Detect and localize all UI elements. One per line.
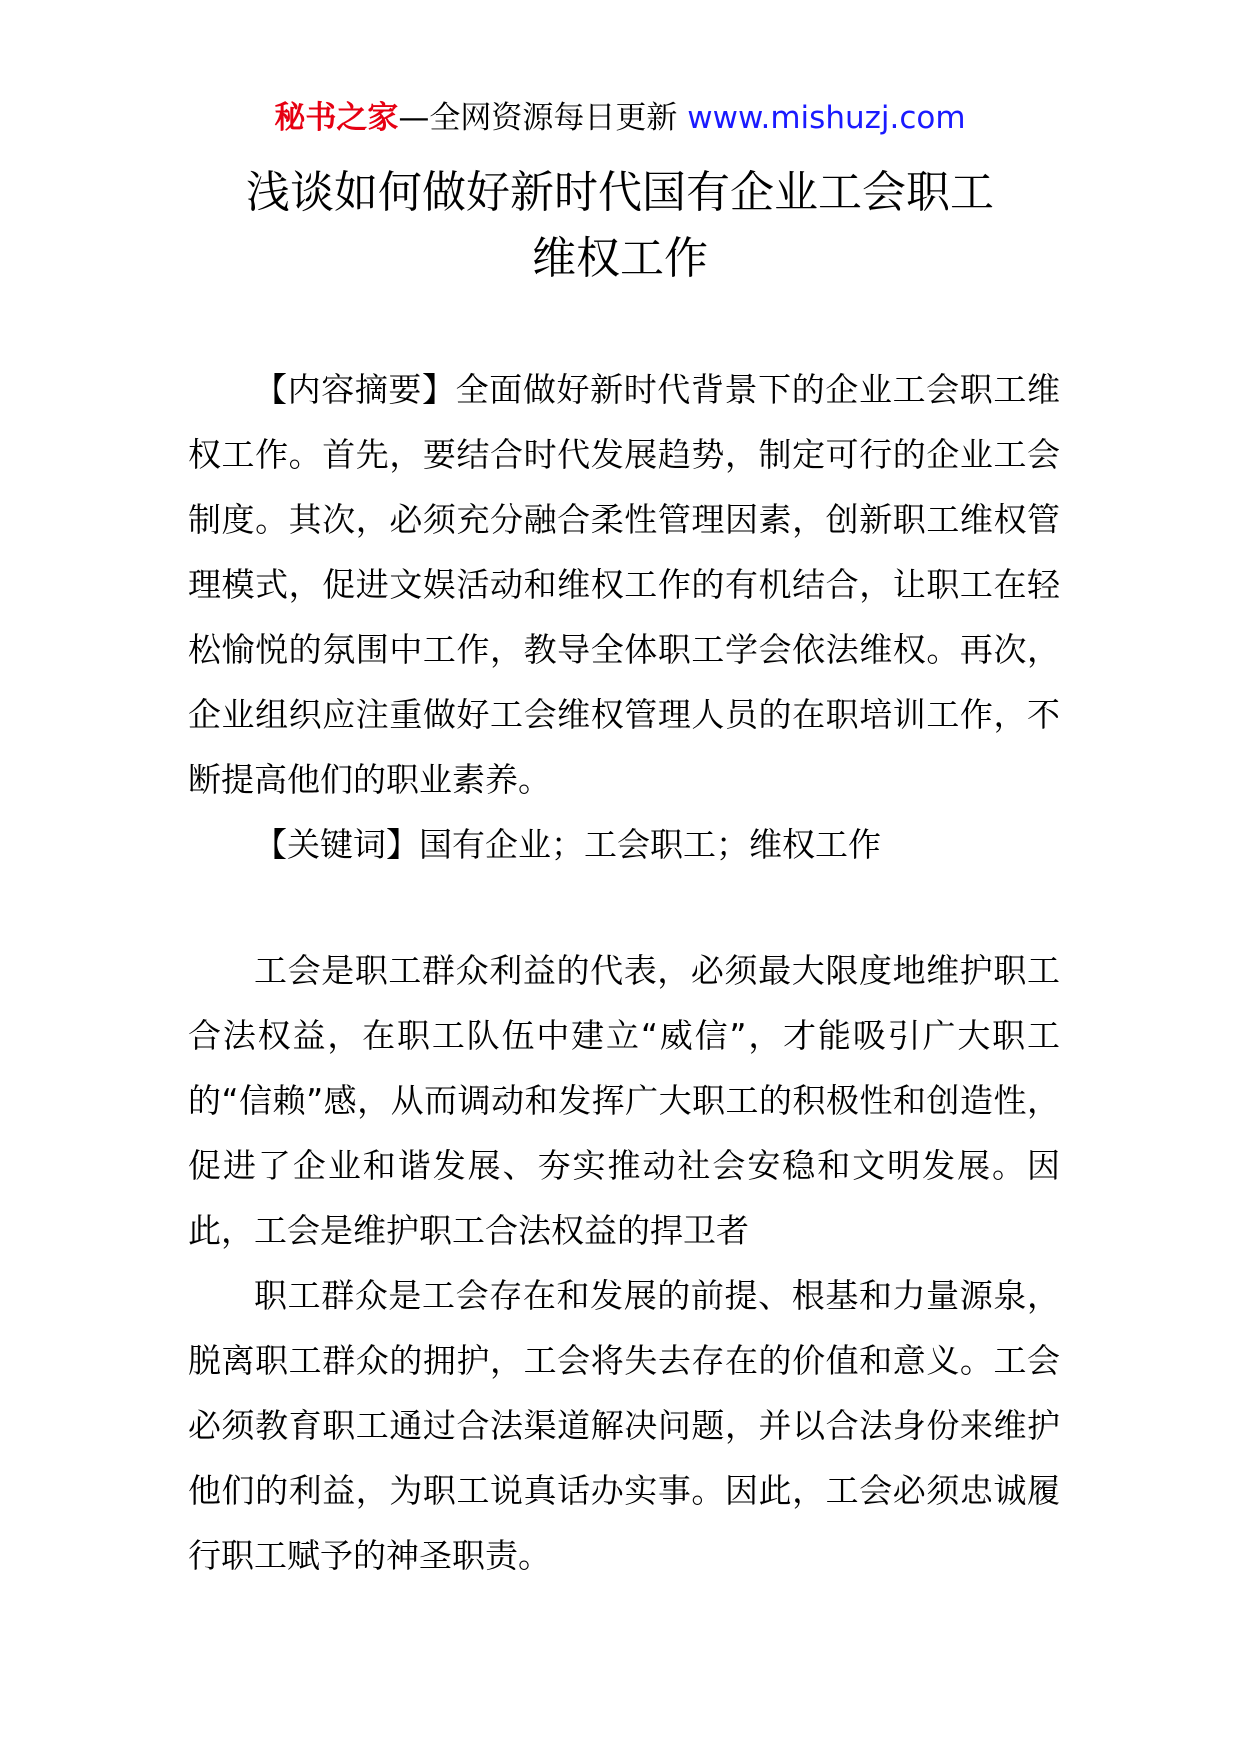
header-tagline: —全网资源每日更新 <box>398 100 688 136</box>
keywords-line: 【关键词】国有企业；工会职工；维权工作 <box>254 825 881 864</box>
title-line-2: 维权工作 <box>532 233 708 284</box>
site-header <box>0 98 1240 138</box>
document-title <box>0 160 1240 292</box>
brand-name: 秘书之家 <box>274 100 399 136</box>
abstract-paragraph: 【内容摘要】全面做好新时代背景下的企业工会职工维权工作。首先，要结合时代发展趋势，制定可行的企业工会制度。其次，必须充分融合柔性管理因素，创新职工维权管理模式，促进文娱活动和维权工作的有机结合，让职工在轻松愉悦的氛围中工作，教导全体职工学会依法维权。再次，企业组织应注重做好工会维权管理人员的在职培训工作，不断提高他们的职业素养。 <box>188 370 1060 799</box>
site-url-link[interactable]: www.mishuzj.com <box>687 100 966 136</box>
title-line-1: 浅谈如何做好新时代国有企业工会职工 <box>246 167 994 218</box>
body-paragraph-1: 工会是职工群众利益的代表，必须最大限度地维护职工合法权益，在职工队伍中建立“威信”，才能吸引广大职工的“信赖”感，从而调动和发挥广大职工的积极性和创造性，促进了企业和谐发展、夯实推动社会安稳和文明发展。因此，工会是维护职工合法权益的捍卫者 <box>188 951 1060 1250</box>
body-paragraph-2: 职工群众是工会存在和发展的前提、根基和力量源泉，脱离职工群众的拥护，工会将失去存在的价值和意义。工会必须教育职工通过合法渠道解决问题，并以合法身份来维护他们的利益，为职工说真话办实事。因此，工会必须忠诚履行职工赋予的神圣职责。 <box>188 1276 1060 1575</box>
